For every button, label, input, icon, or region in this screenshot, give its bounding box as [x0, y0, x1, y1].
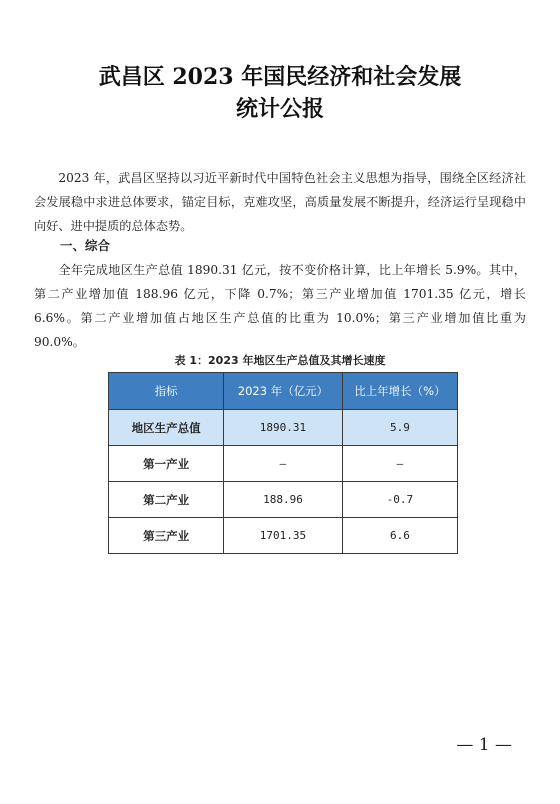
row-label: 地区生产总值: [109, 410, 224, 446]
column-header-growth: 比上年增长（%）: [342, 373, 457, 410]
column-header-value: 2023 年（亿元）: [224, 373, 343, 410]
intro-paragraph: 2023 年，武昌区坚持以习近平新时代中国特色社会主义思想为指导，围绕全区经济社会发展稳中求进总体要求，锚定目标，克难攻坚，高质量发展不断提升，经济运行呈现稳中向好、进中提质的总体态势。: [34, 171, 526, 233]
table-row-secondary: [109, 482, 458, 518]
table-row-gdp: [109, 410, 458, 446]
gdp-table: [108, 372, 458, 554]
row-growth: 6.6: [342, 518, 457, 554]
report-title-line-1: 武昌区 2023 年国民经济和社会发展: [98, 64, 462, 90]
row-value: 1701.35: [224, 518, 343, 554]
overview-paragraph: 全年完成地区生产总值 1890.31 亿元，按不变价格计算，比上年增长 5.9%。其中，第二产业增加值 188.96 亿元，下降 0.7%；第三产业增加值 1701.35 亿元，增长 6.6%。第二产业增加值占地区生产总值的比重为 10.0%；第三产业增加值比重为 90.0%。: [34, 263, 526, 349]
report-title-line-2: 统计公报: [235, 96, 324, 122]
table-row-tertiary: [109, 518, 458, 554]
table-row-primary: [109, 446, 458, 482]
row-value: 1890.31: [224, 410, 343, 446]
table-header-row: [109, 373, 458, 410]
row-value: 188.96: [224, 482, 343, 518]
row-label: 第二产业: [109, 482, 224, 518]
row-growth: -0.7: [342, 482, 457, 518]
page-number: — 1 —: [456, 735, 512, 755]
row-value: —: [224, 446, 343, 482]
row-growth: —: [342, 446, 457, 482]
table-caption: 表 1：2023 年地区生产总值及其增长速度: [174, 354, 386, 367]
row-label: 第一产业: [109, 446, 224, 482]
row-label: 第三产业: [109, 518, 224, 554]
column-header-indicator: 指标: [109, 373, 224, 410]
section-heading-overview: 一、综合: [60, 238, 111, 253]
row-growth: 5.9: [342, 410, 457, 446]
